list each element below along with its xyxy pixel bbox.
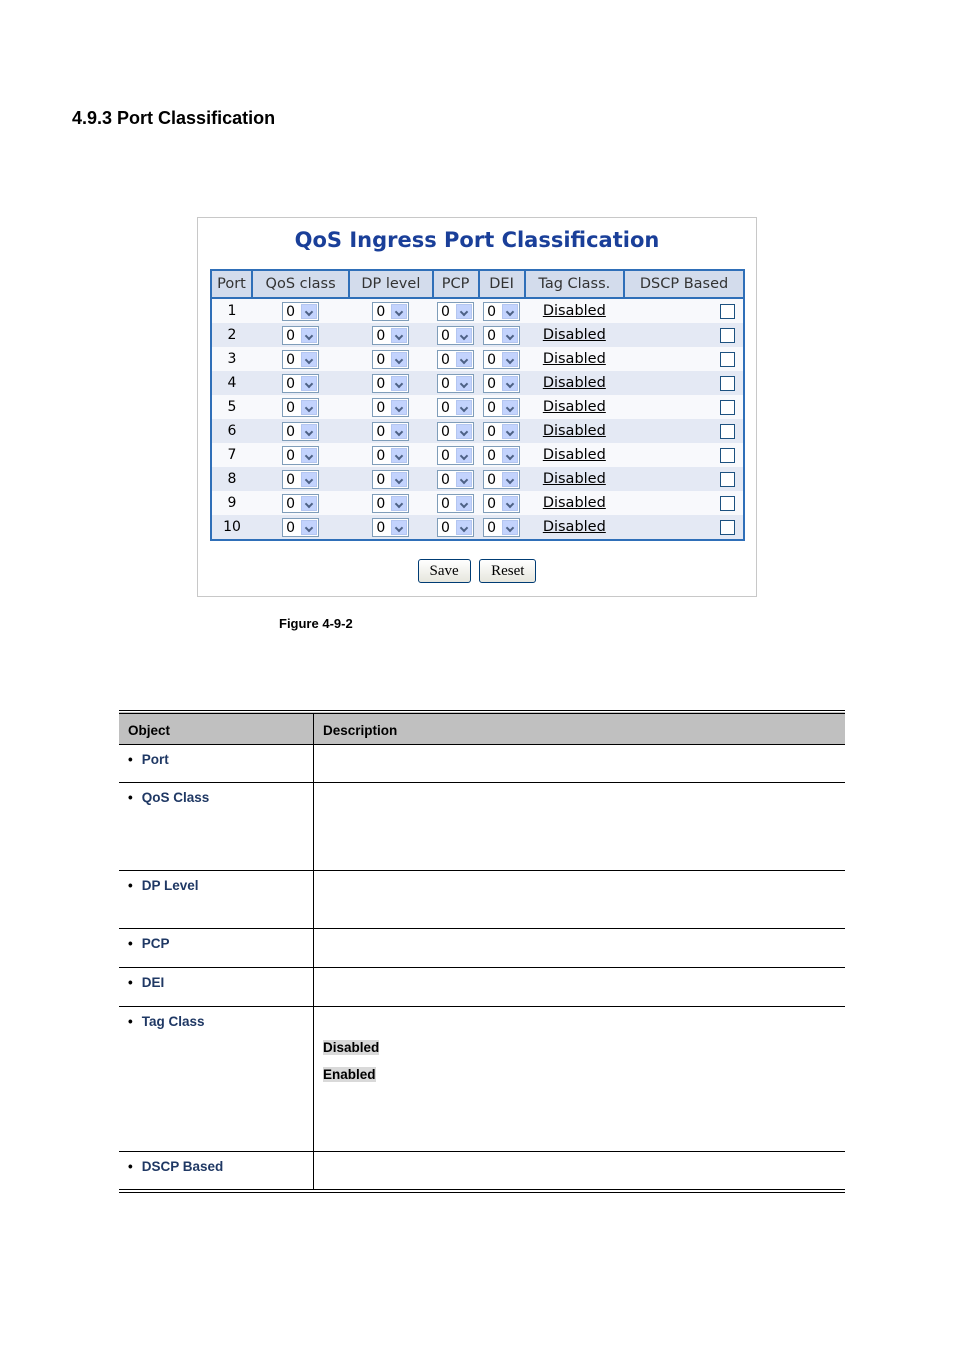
dei-select[interactable] [483,518,520,537]
dp-level-select[interactable] [372,350,409,369]
dp-level-select[interactable] [372,302,409,321]
port-number: 1 [211,298,252,323]
object-name: • Port [128,752,169,767]
qos-class-select[interactable] [282,374,319,393]
pcp-select[interactable] [437,422,474,441]
column-header: DP level [349,270,432,298]
chevron-down-icon [301,304,317,319]
select-value: 0 [286,423,295,440]
option-label: Disabled [323,1040,380,1055]
select-value: 0 [441,423,450,440]
pcp-select[interactable] [437,446,474,465]
chevron-down-icon [391,328,407,343]
port-number: 4 [211,371,252,395]
select-value: 0 [286,471,295,488]
select-value: 0 [441,495,450,512]
object-description [314,1152,846,1191]
table-row [119,1007,845,1152]
select-value: 0 [286,495,295,512]
port-number: 9 [211,491,252,515]
qos-class-select[interactable] [282,446,319,465]
qos-class-select[interactable] [282,422,319,441]
chevron-down-icon [502,400,518,415]
object-description [314,1007,846,1152]
select-value: 0 [286,519,295,536]
chevron-down-icon [301,400,317,415]
chevron-down-icon [456,328,472,343]
chevron-down-icon [301,328,317,343]
chevron-down-icon [456,448,472,463]
pcp-select[interactable] [437,494,474,513]
pcp-select[interactable] [437,374,474,393]
pcp-select[interactable] [437,350,474,369]
select-value: 0 [286,327,295,344]
table-row [119,929,845,968]
chevron-down-icon [301,472,317,487]
select-value: 0 [376,447,386,464]
select-value: 0 [376,471,386,488]
pcp-select[interactable] [437,398,474,417]
chevron-down-icon [391,304,407,319]
dscp-based-checkbox[interactable] [720,352,735,367]
panel-title: QoS Ingress Port Classification [294,228,660,252]
object-description [314,929,846,968]
object-name: • PCP [128,936,170,951]
chevron-down-icon [456,472,472,487]
select-value: 0 [487,471,496,488]
chevron-down-icon [502,448,518,463]
select-value: 0 [441,303,450,320]
table-row [211,443,744,467]
select-value: 0 [286,399,295,416]
section-heading: 4.9.3 Port Classification [72,108,276,128]
pcp-select[interactable] [437,470,474,489]
qos-class-select[interactable] [282,494,319,513]
table-row [119,783,845,871]
tag-class-link[interactable]: Disabled [542,495,606,511]
chevron-down-icon [456,520,472,535]
dscp-based-checkbox[interactable] [720,400,735,415]
tag-class-link[interactable]: Disabled [542,447,606,463]
qos-class-select[interactable] [282,302,319,321]
table-row [211,395,744,419]
select-value: 0 [487,495,496,512]
select-value: 0 [487,519,496,536]
tag-class-link[interactable]: Disabled [542,471,606,487]
table-row [211,347,744,371]
chevron-down-icon [301,448,317,463]
object-table-header [119,712,845,745]
table-row [211,491,744,515]
pcp-select[interactable] [437,302,474,321]
object-description [314,968,846,1007]
chevron-down-icon [301,352,317,367]
dscp-based-checkbox[interactable] [720,328,735,343]
object-name: • DP Level [128,878,199,893]
chevron-down-icon [301,520,317,535]
dp-level-select[interactable] [372,326,409,345]
table-row [119,968,845,1007]
dei-select[interactable] [483,446,520,465]
port-number: 3 [211,347,252,371]
table-row [211,298,744,323]
chevron-down-icon [391,520,407,535]
port-number: 6 [211,419,252,443]
select-value: 0 [376,423,386,440]
chevron-down-icon [502,472,518,487]
chevron-down-icon [391,352,407,367]
column-header: DSCP Based [624,270,744,298]
chevron-down-icon [391,496,407,511]
pcp-select[interactable] [437,518,474,537]
dp-level-select[interactable] [372,470,409,489]
table-row [119,1152,845,1191]
dp-level-select[interactable] [372,374,409,393]
pcp-select[interactable] [437,326,474,345]
dei-select[interactable] [483,374,520,393]
chevron-down-icon [502,352,518,367]
table-row [119,745,845,783]
column-header: DEI [479,270,525,298]
table-header-row [211,270,744,298]
tag-class-link[interactable]: Disabled [542,303,606,319]
column-header: QoS class [252,270,349,298]
description-header: Description [314,712,846,745]
select-value: 0 [376,519,386,536]
column-header: PCP [433,270,479,298]
chevron-down-icon [391,376,407,391]
tag-class-link[interactable]: Disabled [542,399,606,415]
table-row [211,419,744,443]
select-value: 0 [286,351,295,368]
dei-select[interactable] [483,494,520,513]
chevron-down-icon [502,424,518,439]
dp-level-select[interactable] [372,422,409,441]
chevron-down-icon [456,304,472,319]
select-value: 0 [376,399,386,416]
chevron-down-icon [391,472,407,487]
reset-button[interactable]: Reset [479,559,536,583]
dscp-based-checkbox[interactable] [720,496,735,511]
chevron-down-icon [456,376,472,391]
object-name: • QoS Class [128,790,209,805]
dei-select[interactable] [483,398,520,417]
select-value: 0 [441,327,450,344]
select-value: 0 [376,351,386,368]
select-value: 0 [376,327,386,344]
select-value: 0 [441,447,450,464]
object-description [314,745,846,783]
dscp-based-checkbox[interactable] [720,424,735,439]
table-row [119,871,845,929]
object-header: Object [119,712,314,745]
select-value: 0 [286,375,295,392]
chevron-down-icon [502,304,518,319]
qos-class-select[interactable] [282,398,319,417]
port-number: 7 [211,443,252,467]
save-button[interactable]: Save [418,559,471,583]
port-classification-table [210,269,745,541]
object-name: • DEI [128,975,164,990]
column-header: Port [211,270,252,298]
qos-port-classification-panel [197,217,757,597]
chevron-down-icon [456,352,472,367]
select-value: 0 [487,327,496,344]
dp-level-select[interactable] [372,494,409,513]
dp-level-select[interactable] [372,518,409,537]
port-number: 8 [211,467,252,491]
dscp-based-checkbox[interactable] [720,520,735,535]
tag-class-link[interactable]: Disabled [542,423,606,439]
object-description [314,871,846,929]
chevron-down-icon [502,328,518,343]
qos-class-select[interactable] [282,326,319,345]
chevron-down-icon [301,376,317,391]
select-value: 0 [487,375,496,392]
select-value: 0 [286,303,295,320]
dscp-based-checkbox[interactable] [720,376,735,391]
select-value: 0 [441,351,450,368]
chevron-down-icon [502,496,518,511]
select-value: 0 [441,471,450,488]
tag-class-link[interactable]: Disabled [542,519,606,535]
dei-select[interactable] [483,422,520,441]
qos-class-select[interactable] [282,350,319,369]
dei-select[interactable] [483,350,520,369]
dei-select[interactable] [483,326,520,345]
select-value: 0 [376,303,386,320]
dscp-based-checkbox[interactable] [720,448,735,463]
tag-class-link[interactable]: Disabled [542,375,606,391]
port-number: 10 [211,515,252,540]
select-value: 0 [441,519,450,536]
dp-level-select[interactable] [372,398,409,417]
dscp-based-checkbox[interactable] [720,472,735,487]
dei-select[interactable] [483,470,520,489]
port-number: 5 [211,395,252,419]
object-name: • DSCP Based [128,1159,223,1174]
chevron-down-icon [301,496,317,511]
qos-class-select[interactable] [282,518,319,537]
object-description-table [119,710,845,1193]
column-header: Tag Class. [525,270,624,298]
qos-class-select[interactable] [282,470,319,489]
dp-level-select[interactable] [372,446,409,465]
chevron-down-icon [391,424,407,439]
figure-caption: Figure 4-9-2 [279,616,353,631]
object-description [314,783,846,871]
tag-class-link[interactable]: Disabled [542,351,606,367]
select-value: 0 [487,351,496,368]
select-value: 0 [441,399,450,416]
chevron-down-icon [502,376,518,391]
select-value: 0 [441,375,450,392]
table-row [211,323,744,347]
chevron-down-icon [391,448,407,463]
table-row [211,467,744,491]
dscp-based-checkbox[interactable] [720,304,735,319]
chevron-down-icon [456,424,472,439]
select-value: 0 [376,375,386,392]
table-row [211,515,744,540]
tag-class-link[interactable]: Disabled [542,327,606,343]
option-label: Enabled [323,1067,376,1082]
dei-select[interactable] [483,302,520,321]
object-name: • Tag Class [128,1014,205,1029]
chevron-down-icon [502,520,518,535]
table-row [211,371,744,395]
chevron-down-icon [456,400,472,415]
select-value: 0 [487,399,496,416]
select-value: 0 [487,303,496,320]
select-value: 0 [487,447,496,464]
select-value: 0 [376,495,386,512]
chevron-down-icon [391,400,407,415]
port-number: 2 [211,323,252,347]
select-value: 0 [487,423,496,440]
select-value: 0 [286,447,295,464]
chevron-down-icon [456,496,472,511]
chevron-down-icon [301,424,317,439]
button-bar [198,559,756,583]
